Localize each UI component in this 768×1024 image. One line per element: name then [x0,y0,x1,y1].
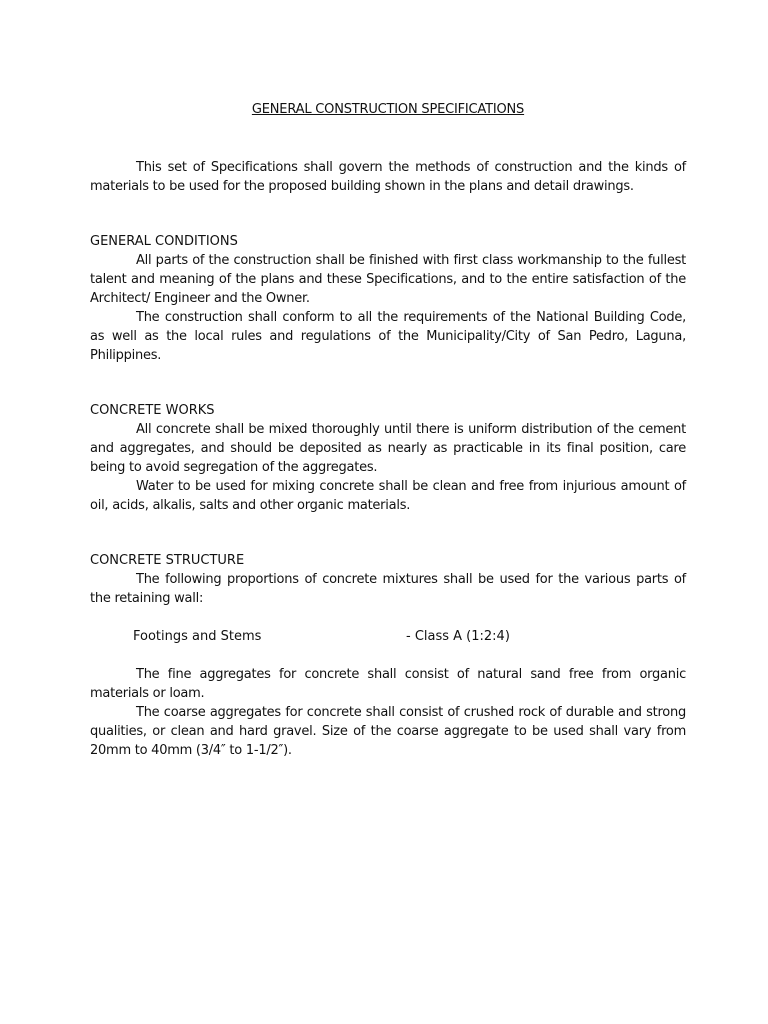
paragraph: All concrete shall be mixed thoroughly until there is uniform distribution of the cement and aggregates, and should be deposited as nearly as practicable in its final position, care being to avoid segregation of the aggregates. [90,422,686,475]
section-concrete-works [90,401,686,515]
paragraph: The coarse aggregates for concrete shall consist of crushed rock of durable and strong qualities, or clean and hard gravel. Size of the coarse aggregate to be used shall vary from 20mm to 40mm (3/4″ to 1-1/2″). [90,705,686,758]
paragraph: Water to be used for mixing concrete shall be clean and free from injurious amount of oil, acids, alkalis, salts and other organic materials. [90,479,686,513]
document-title: GENERAL CONSTRUCTION SPECIFICATIONS [251,102,525,117]
section-general-conditions [90,232,686,365]
paragraph: All parts of the construction shall be finished with first class workmanship to the fullest talent and meaning of the plans and these Specifications, and to the entire satisfaction of the Architect/ Engineer and the Owner. [90,253,686,306]
paragraph: The fine aggregates for concrete shall consist of natural sand free from organic materials or loam. [90,667,686,701]
paragraph: The construction shall conform to all the requirements of the National Building Code, as well as the local rules and regulations of the Municipality/City of San Pedro, Laguna, Philippines. [90,310,686,363]
section-heading: GENERAL CONDITIONS [90,234,238,249]
section-heading: CONCRETE STRUCTURE [90,553,245,568]
mix-proportion-row [90,627,686,646]
section-heading: CONCRETE WORKS [90,403,215,418]
section-concrete-structure [90,551,686,760]
mix-class-value: - Class A (1:2:4) [406,629,510,644]
mix-part-name: Footings and Stems [133,629,262,644]
paragraph: The following proportions of concrete mixtures shall be used for the various parts of the retaining wall: [90,572,686,606]
intro-paragraph: This set of Specifications shall govern the methods of construction and the kinds of materials to be used for the proposed building shown in the plans and detail drawings. [90,160,686,194]
